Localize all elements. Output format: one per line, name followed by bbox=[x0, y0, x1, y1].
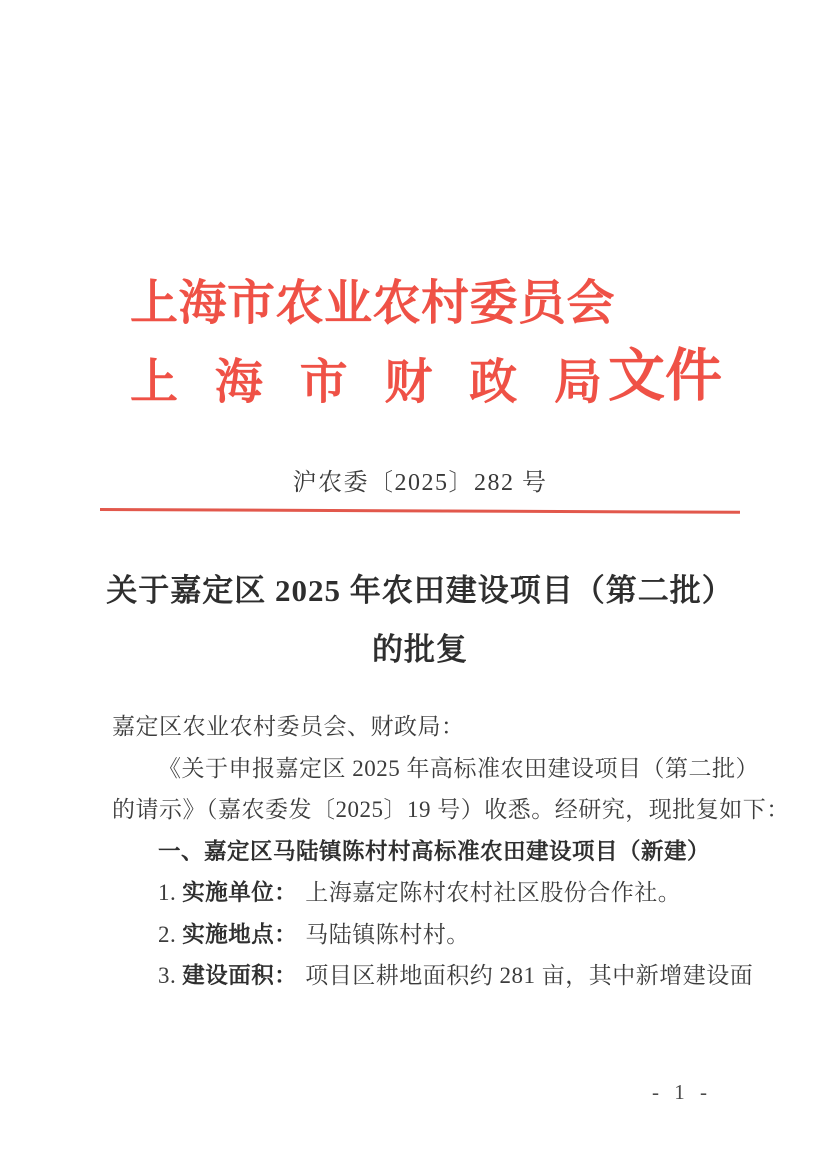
list-item-2-number: 2. bbox=[158, 921, 177, 947]
list-item-3-number: 3. bbox=[158, 963, 177, 988]
document-title-line1: 关于嘉定区 2025 年农田建设项目（第二批） bbox=[106, 573, 734, 608]
list-item-2-label: 实施地点： bbox=[182, 921, 298, 947]
list-item-2 bbox=[112, 914, 752, 956]
list-item-2-text: 马陆镇陈村村。 bbox=[305, 921, 470, 947]
salutation: 嘉定区农业农村委员会、财政局： bbox=[112, 714, 465, 739]
document-title bbox=[100, 561, 740, 679]
letterhead-row2 bbox=[130, 345, 726, 409]
list-item-3-label: 建设面积： bbox=[182, 963, 298, 988]
letterhead bbox=[130, 278, 726, 409]
document-type-label: 文件 bbox=[608, 345, 722, 408]
list-item-3-text: 项目区耕地面积约 281 亩，其中新增建设面 bbox=[305, 963, 754, 988]
request-paragraph-line1: 《关于申报嘉定区 2025 年高标准农田建设项目（第二批） bbox=[158, 755, 759, 781]
page-number: - 1 - bbox=[652, 1080, 712, 1104]
issuing-agency-line1: 上海市农业农村委员会 bbox=[130, 277, 616, 330]
document-number: 沪农委〔2025〕282 号 bbox=[292, 470, 548, 496]
request-paragraph-line2: 的请示》（嘉农委发〔2025〕19 号）收悉。经研究，现批复如下： bbox=[112, 797, 790, 822]
list-item-1-number: 1. bbox=[158, 880, 177, 905]
list-item-1 bbox=[112, 872, 752, 914]
issuing-agency-line2: 上海市财政局 bbox=[130, 356, 602, 409]
section1-heading: 一、嘉定区马陆镇陈村村高标准农田建设项目（新建） bbox=[158, 838, 711, 864]
document-body bbox=[112, 706, 790, 997]
list-item-1-text: 上海嘉定陈村农村社区股份合作社。 bbox=[305, 880, 682, 905]
document-title-line2: 的批复 bbox=[372, 632, 468, 667]
red-divider-line bbox=[100, 508, 740, 513]
list-item-3 bbox=[112, 955, 752, 997]
list-item-1-label: 实施单位： bbox=[182, 880, 298, 905]
